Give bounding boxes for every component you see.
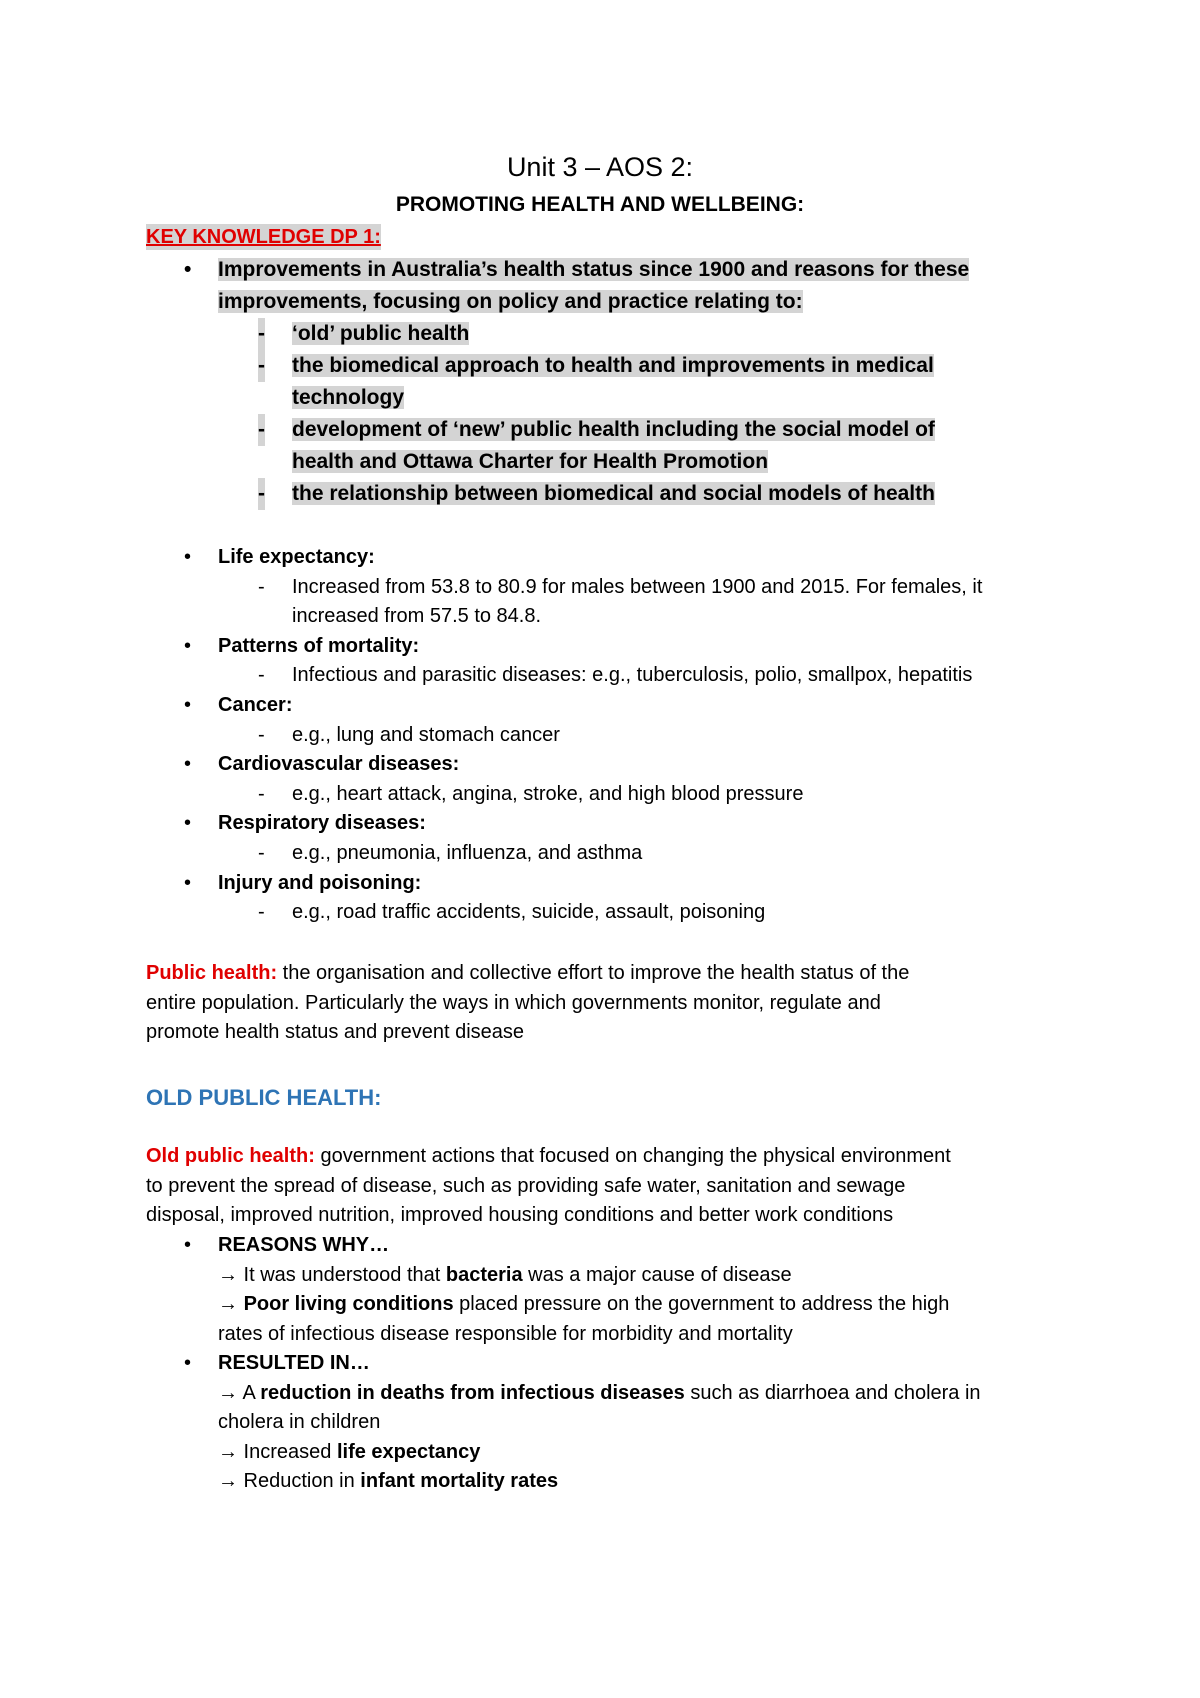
list-item-text: health and Ottawa Charter for Health Promotion bbox=[292, 450, 769, 473]
list-item bbox=[146, 1231, 1086, 1261]
topic-detail-text: e.g., lung and stomach cancer bbox=[292, 723, 560, 746]
list-item bbox=[146, 350, 1066, 414]
dash-icon: - bbox=[258, 478, 265, 510]
topic-detail-text: Increased from 53.8 to 80.9 for males between 1900 and 2015. For females, it bbox=[292, 575, 983, 598]
reason-item bbox=[146, 1290, 1086, 1349]
bullet-icon: • bbox=[184, 258, 192, 281]
topic-detail bbox=[146, 898, 1086, 928]
bullet-icon: • bbox=[184, 1234, 192, 1256]
topic-item bbox=[146, 750, 1086, 780]
topic-detail bbox=[146, 839, 1086, 869]
list-item bbox=[146, 1349, 1086, 1379]
topic-label: Life expectancy: bbox=[218, 546, 375, 568]
dash-icon: - bbox=[258, 318, 265, 350]
reason-text: → It was understood that bbox=[218, 1263, 446, 1286]
result-text: → Reduction in bbox=[218, 1470, 361, 1492]
list-item-text: ‘old’ public health bbox=[292, 322, 470, 345]
topic-detail bbox=[146, 780, 1086, 810]
topics-list bbox=[146, 543, 1086, 928]
dash-icon: - bbox=[258, 664, 265, 687]
definition-text: to prevent the spread of disease, such as providing safe water, sanitation and sewage bbox=[146, 1174, 906, 1197]
old-public-health-heading bbox=[146, 1083, 1066, 1115]
reason-text: placed pressure on the government to address the high bbox=[453, 1293, 950, 1315]
dash-icon: - bbox=[258, 782, 265, 805]
reason-item bbox=[146, 1261, 1086, 1291]
old-public-health-list bbox=[146, 1231, 1086, 1497]
result-text: → Increased bbox=[218, 1440, 337, 1463]
list-item-label: RESULTED IN… bbox=[218, 1352, 370, 1374]
definition-text: government actions that focused on changing the physical environment bbox=[314, 1145, 951, 1167]
topic-label: Patterns of mortality: bbox=[218, 634, 420, 657]
bullet-icon: • bbox=[184, 634, 192, 657]
list-item-label: REASONS WHY… bbox=[218, 1234, 390, 1256]
reason-text: → bbox=[218, 1293, 244, 1315]
bullet-icon: • bbox=[184, 812, 192, 835]
list-item-text: the biomedical approach to health and improvements in medical bbox=[292, 354, 934, 377]
public-health-definition bbox=[146, 959, 1066, 1048]
definition-text: the organisation and collective effort to improve the health status of the bbox=[277, 962, 910, 984]
bullet-icon: • bbox=[184, 693, 192, 716]
page-title: Unit 3 – AOS 2: bbox=[506, 152, 694, 182]
topic-detail bbox=[146, 661, 1086, 691]
dash-icon: - bbox=[258, 350, 265, 382]
page-subtitle: PROMOTING HEALTH AND WELLBEING: bbox=[395, 193, 805, 216]
topic-item bbox=[146, 632, 1086, 662]
section-heading: OLD PUBLIC HEALTH: bbox=[146, 1085, 382, 1110]
topic-label: Cardiovascular diseases: bbox=[218, 753, 460, 776]
list-item-text: development of ‘new’ public health including the social model of bbox=[292, 418, 935, 441]
definition-text: entire population. Particularly the ways in which governments monitor, regulate and bbox=[146, 991, 881, 1014]
topic-detail-text: e.g., road traffic accidents, suicide, assault, poisoning bbox=[292, 901, 766, 924]
result-text: → A bbox=[218, 1381, 261, 1404]
dash-icon: - bbox=[258, 414, 265, 446]
topic-detail-text: e.g., pneumonia, influenza, and asthma bbox=[292, 841, 643, 864]
definition-term: Old public health: bbox=[146, 1145, 315, 1167]
topic-item bbox=[146, 543, 1086, 573]
topic-detail bbox=[146, 573, 1086, 632]
result-item bbox=[146, 1379, 1086, 1438]
bullet-icon: • bbox=[184, 1352, 192, 1374]
reason-text: rates of infectious disease responsible for morbidity and mortality bbox=[218, 1322, 793, 1345]
list-item-text: improvements, focusing on policy and practice relating to: bbox=[218, 290, 803, 313]
bullet-icon: • bbox=[184, 871, 192, 894]
key-knowledge-list bbox=[146, 254, 1066, 510]
topic-detail-text: e.g., heart attack, angina, stroke, and high blood pressure bbox=[292, 782, 804, 805]
result-item bbox=[146, 1438, 1086, 1468]
topic-item bbox=[146, 691, 1086, 721]
list-item-text: the relationship between biomedical and social models of health bbox=[292, 482, 935, 505]
key-knowledge-heading: KEY KNOWLEDGE DP 1: bbox=[146, 226, 381, 248]
definition-text: promote health status and prevent disease bbox=[146, 1021, 525, 1043]
topic-label: Respiratory diseases: bbox=[218, 812, 426, 835]
dash-icon: - bbox=[258, 723, 265, 746]
result-emphasis: life expectancy bbox=[336, 1440, 481, 1463]
result-text: cholera in children bbox=[218, 1411, 381, 1433]
topic-detail bbox=[146, 721, 1086, 751]
reason-text: was a major cause of disease bbox=[522, 1263, 792, 1286]
old-public-health-definition bbox=[146, 1142, 1066, 1231]
bullet-icon: • bbox=[184, 753, 192, 776]
result-item bbox=[146, 1467, 1086, 1497]
result-text: such as diarrhoea and cholera in bbox=[684, 1381, 981, 1404]
list-item bbox=[146, 318, 1066, 350]
definition-term: Public health: bbox=[146, 962, 278, 984]
reason-emphasis: bacteria bbox=[445, 1263, 523, 1286]
topic-detail-text: increased from 57.5 to 84.8. bbox=[292, 605, 542, 628]
dash-icon: - bbox=[258, 901, 265, 924]
topic-label: Cancer: bbox=[218, 693, 293, 716]
topic-detail-text: Infectious and parasitic diseases: e.g., tuberculosis, polio, smallpox, hepatitis bbox=[292, 664, 973, 687]
topic-label: Injury and poisoning: bbox=[218, 871, 422, 894]
bullet-icon: • bbox=[184, 546, 192, 568]
list-item bbox=[146, 478, 1066, 510]
topic-item bbox=[146, 869, 1086, 899]
dash-icon: - bbox=[258, 575, 265, 598]
list-item-text: Improvements in Australia’s health status since 1900 and reasons for these bbox=[218, 258, 970, 281]
reason-emphasis: Poor living conditions bbox=[243, 1293, 454, 1315]
list-item bbox=[146, 414, 1066, 478]
list-item bbox=[146, 254, 1066, 318]
dash-icon: - bbox=[258, 841, 265, 864]
result-emphasis: reduction in deaths from infectious diseases bbox=[260, 1381, 685, 1404]
topic-item bbox=[146, 809, 1086, 839]
result-emphasis: infant mortality rates bbox=[360, 1470, 559, 1492]
definition-text: disposal, improved nutrition, improved housing conditions and better work conditions bbox=[146, 1204, 894, 1226]
list-item-text: technology bbox=[292, 386, 405, 409]
